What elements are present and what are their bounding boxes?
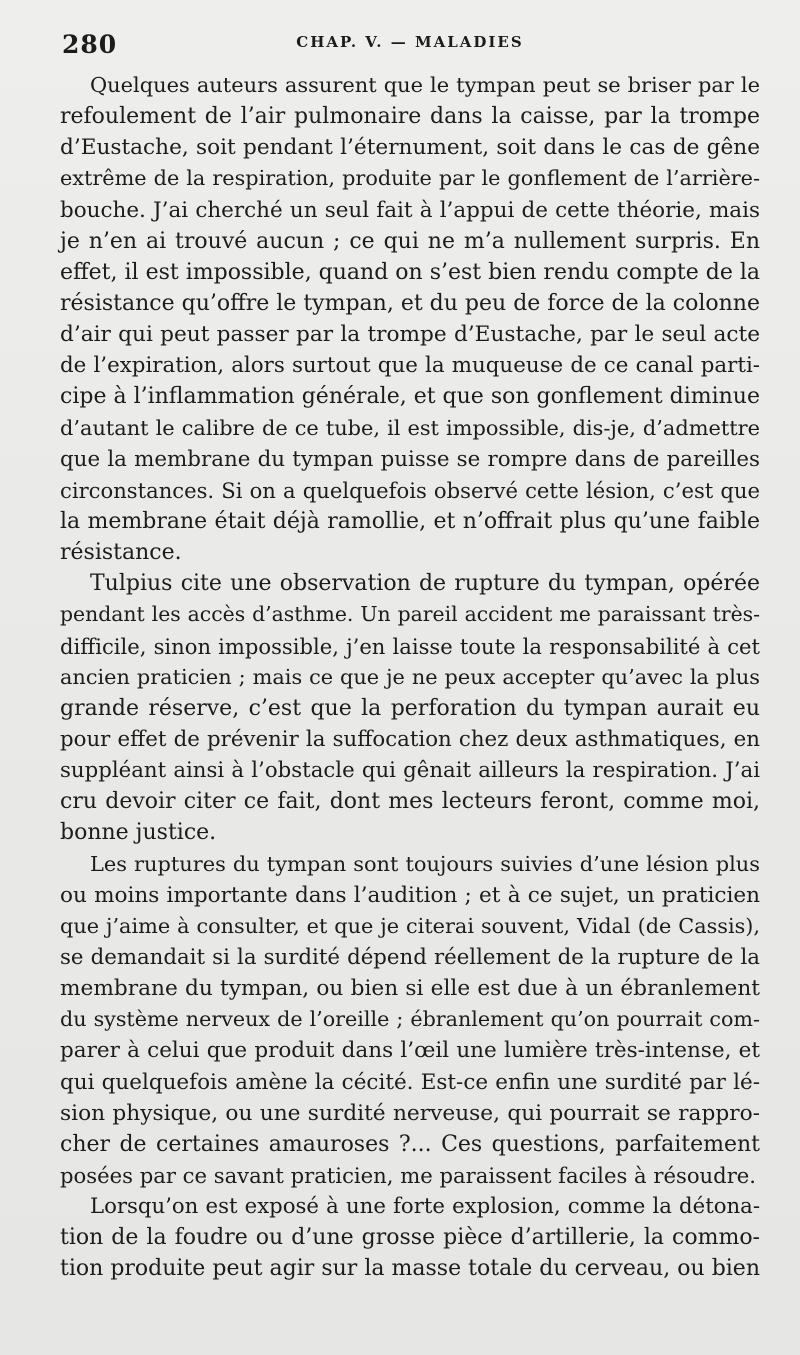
paragraph <box>60 568 760 848</box>
text-line: d’air qui peut passer par la trompe d’Eustache, par le seul acte <box>60 322 760 348</box>
text-line: cher de certaines amauroses ?... Ces questions, parfaitement <box>60 1131 760 1157</box>
running-head <box>60 30 760 60</box>
text-line: pour effet de prévenir la suffocation chez deux asthmatiques, en <box>60 726 760 752</box>
text-line: d’Eustache, soit pendant l’éternument, soit dans le cas de gêne <box>60 135 760 161</box>
text-line: grande réserve, c’est que la perforation du tympan aurait eu <box>60 695 760 721</box>
text-line: difficile, sinon impossible, j’en laisse toute la responsabilité à cet <box>60 633 760 659</box>
paragraph <box>60 849 760 1192</box>
text-line: Tulpius cite une observation de rupture du tympan, opérée <box>90 571 760 597</box>
text-line: Quelques auteurs assurent que le tympan peut se briser par le <box>90 73 760 97</box>
text-line: de l’expiration, alors surtout que la muqueuse de ce canal parti- <box>60 353 760 379</box>
text-line: posées par ce savant praticien, me paraissent faciles à résoudre. <box>60 1162 757 1188</box>
text-line: tion de la foudre ou d’une grosse pièce d’artillerie, la commo- <box>60 1225 760 1251</box>
text-line: extrême de la respiration, produite par le gonflement de l’arrière- <box>60 166 760 191</box>
text-line: circonstances. Si on a quelquefois observé cette lésion, c’est que <box>60 477 760 503</box>
text-line: Lorsqu’on est exposé à une forte explosion, comme la détona- <box>90 1194 760 1220</box>
text-line: bouche. J’ai cherché un seul fait à l’appui de cette théorie, mais <box>60 197 760 223</box>
text-line: cru devoir citer ce fait, dont mes lecteurs feront, comme moi, <box>60 789 760 815</box>
text-line: parer à celui que produit dans l’œil une lumière très-intense, et <box>60 1038 760 1064</box>
text-line: bonne justice. <box>60 820 217 846</box>
text-line: tion produite peut agir sur la masse totale du cerveau, ou bien <box>60 1256 760 1282</box>
text-line: effet, il est impossible, quand on s’est bien rendu compte de la <box>60 259 760 285</box>
text-line: du système nerveux de l’oreille ; ébranlement qu’on pourrait com- <box>60 1007 760 1032</box>
text-line: résistance qu’offre le tympan, et du peu de force de la colonne <box>60 290 760 316</box>
text-line: qui quelquefois amène la cécité. Est-ce enfin une surdité par lé- <box>60 1069 760 1095</box>
text-line: refoulement de l’air pulmonaire dans la caisse, par la trompe <box>60 104 760 130</box>
text-line: je n’en ai trouvé aucun ; ce qui ne m’a nullement surpris. En <box>60 228 760 254</box>
text-line: pendant les accès d’asthme. Un pareil accident me paraissant très- <box>60 602 760 627</box>
text-line: ou moins importante dans l’audition ; et à ce sujet, un praticien <box>60 882 760 908</box>
text-line: que j’aime à consulter, et que je citerai souvent, Vidal (de Cassis), <box>60 913 760 938</box>
paragraph <box>60 70 760 568</box>
text-line: ancien praticien ; mais ce que je ne peux accepter qu’avec la plus <box>60 664 760 689</box>
text-line: la membrane était déjà ramollie, et n’offrait plus qu’une faible <box>60 508 760 534</box>
text-line: membrane du tympan, ou bien si elle est due à un ébranlement <box>60 976 760 1002</box>
text-line: d’autant le calibre de ce tube, il est impossible, dis-je, d’admettre <box>60 415 760 440</box>
text-line: Les ruptures du tympan sont toujours suivies d’une lésion plus <box>90 851 760 876</box>
text-line: suppléant ainsi à l’obstacle qui gênait ailleurs la respiration. J’ai <box>60 758 760 784</box>
text-line: sion physique, ou une surdité nerveuse, qui pourrait se rappro- <box>60 1100 760 1126</box>
text-line: résistance. <box>60 540 182 566</box>
text-line: se demandait si la surdité dépend réellement de la rupture de la <box>60 944 760 970</box>
text-line: que la membrane du tympan puisse se rompre dans de pareilles <box>60 446 760 472</box>
text-line: cipe à l’inflammation générale, et que son gonflement diminue <box>60 384 760 410</box>
body-text <box>60 70 760 1284</box>
page-number: 280 <box>62 30 118 59</box>
paragraph <box>60 1191 760 1284</box>
running-title: CHAP. V. — MALADIES <box>296 33 524 51</box>
